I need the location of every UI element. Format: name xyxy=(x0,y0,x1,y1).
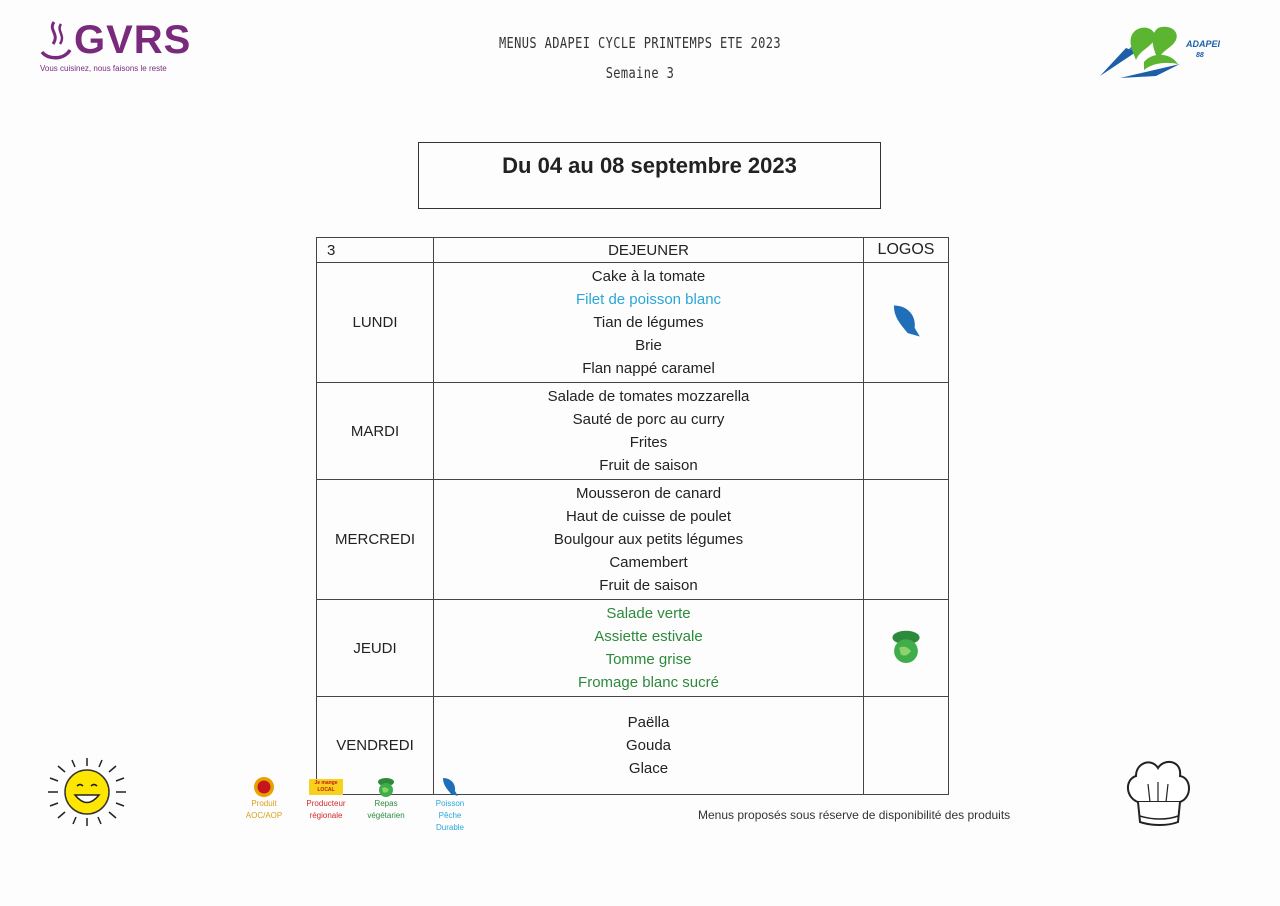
day-name: MERCREDI xyxy=(317,480,434,600)
day-name: MARDI xyxy=(317,383,434,480)
menu-items xyxy=(434,383,864,480)
menu-item: Brie xyxy=(635,337,662,354)
menu-row-jeudi xyxy=(317,600,949,697)
sun-icon xyxy=(46,756,128,828)
menu-items xyxy=(434,263,864,383)
table-header-row xyxy=(317,238,949,263)
gvrs-logo xyxy=(40,14,210,78)
legend-fish-line3: Durable xyxy=(435,823,464,832)
menu-item: Glace xyxy=(628,760,669,777)
menu-items xyxy=(434,697,864,795)
menu-row-mercredi xyxy=(317,480,949,600)
day-name: JEUDI xyxy=(317,600,434,697)
logos-header: LOGOS xyxy=(864,238,949,263)
legend-veg xyxy=(356,776,416,822)
menu-body xyxy=(317,263,949,795)
date-range: Du 04 au 08 septembre 2023 xyxy=(502,153,797,178)
menu-item: Mousseron de canard xyxy=(575,485,722,502)
menu-item: Assiette estivale xyxy=(594,628,703,645)
menu-item: Salade de tomates mozzarella xyxy=(547,388,750,405)
title-line-2: Semaine 3 xyxy=(605,64,675,82)
menu-item: Gouda xyxy=(625,737,672,754)
menu-item: Frites xyxy=(629,434,668,451)
day-logo-cell xyxy=(864,600,949,697)
legend-fish-line2: Pêche xyxy=(438,811,462,820)
chef-hat-icon xyxy=(1122,754,1194,830)
steam-bowl-icon xyxy=(40,20,72,66)
menu-item: Tian de légumes xyxy=(593,314,704,331)
vegetarian-globe-icon xyxy=(889,627,923,665)
menu-item: Tomme grise xyxy=(605,651,692,668)
day-logo-cell xyxy=(864,697,949,795)
meal-header: DEJEUNER xyxy=(434,238,864,263)
aoc-seal-icon xyxy=(253,776,275,798)
legend-aoc-line1: Produit xyxy=(251,799,277,808)
adapei-name: ADAPEI xyxy=(1186,39,1221,49)
vegetarian-globe-icon xyxy=(376,776,396,798)
fish-icon xyxy=(440,776,460,798)
local-badge-icon xyxy=(309,779,343,795)
menu-row-lundi xyxy=(317,263,949,383)
date-range-box xyxy=(418,142,881,209)
legend-veg-line1: Repas xyxy=(374,799,398,808)
day-logo-cell xyxy=(864,383,949,480)
menu-table xyxy=(316,237,949,795)
gvrs-tagline: Vous cuisinez, nous faisons le reste xyxy=(40,64,167,73)
adapei-logo xyxy=(1096,22,1226,84)
adapei-emblem-icon xyxy=(1096,22,1226,84)
menu-item: Boulgour aux petits légumes xyxy=(553,531,744,548)
logo-legend xyxy=(240,776,480,846)
menu-item: Paëlla xyxy=(627,714,670,731)
title-line-1: MENUS ADAPEI CYCLE PRINTEMPS ETE 2023 xyxy=(498,34,782,52)
local-badge-line2: LOCAL xyxy=(317,787,335,793)
gvrs-wordmark: GVRS xyxy=(74,18,192,62)
menu-item: Salade verte xyxy=(606,605,691,622)
menu-item: Camembert xyxy=(609,554,688,571)
menu-items xyxy=(434,480,864,600)
page-title xyxy=(480,28,800,88)
menu-items xyxy=(434,600,864,697)
menu-item: Filet de poisson blanc xyxy=(575,291,722,308)
menu-item: Cake à la tomate xyxy=(591,268,706,285)
menu-item: Fruit de saison xyxy=(599,457,698,474)
legend-veg-line2: végétarien xyxy=(367,811,405,820)
menu-item: Haut de cuisse de poulet xyxy=(565,508,732,525)
day-logo-cell xyxy=(864,263,949,383)
menu-item: Fromage blanc sucré xyxy=(578,674,719,691)
legend-aoc-line2: AOC/AOP xyxy=(245,811,283,820)
disclaimer: Menus proposés sous réserve de disponibilité des produits xyxy=(698,808,1011,822)
legend-aoc xyxy=(234,776,294,822)
menu-item: Flan nappé caramel xyxy=(582,360,715,377)
day-name: LUNDI xyxy=(317,263,434,383)
legend-fish-line1: Poisson xyxy=(435,799,465,808)
legend-local-line2: régionale xyxy=(309,811,343,820)
week-number-header: 3 xyxy=(317,238,434,263)
fish-icon xyxy=(888,302,924,340)
day-name: VENDREDI xyxy=(317,697,434,795)
menu-item: Sauté de porc au curry xyxy=(572,411,725,428)
legend-local xyxy=(296,776,356,822)
menu-item: Fruit de saison xyxy=(599,577,698,594)
local-badge-line1: Je mange xyxy=(314,780,338,786)
day-logo-cell xyxy=(864,480,949,600)
legend-local-line1: Producteur xyxy=(306,799,346,808)
adapei-number: 88 xyxy=(1196,52,1204,59)
legend-fish xyxy=(420,776,480,834)
menu-row-mardi xyxy=(317,383,949,480)
